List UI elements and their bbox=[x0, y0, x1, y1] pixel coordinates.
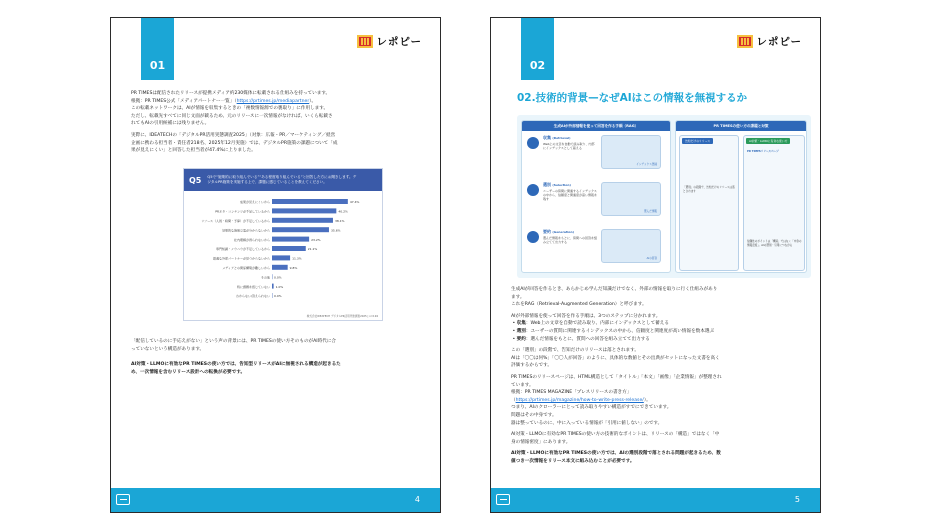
note-dropped: 「選別」の段階で、告知だけのリリースは落とされます bbox=[683, 186, 735, 193]
text-line: AIが外部情報を使って回答を作る手順は、3つのステップに分かれます。 bbox=[511, 313, 661, 319]
section-number: 01 bbox=[149, 59, 166, 72]
page-5-body bbox=[511, 286, 804, 469]
text-line: AI対策・LLMOに有効なPR TIMESの使い方の技術的なポイントは、リリースの「構造」ではなく「中 bbox=[511, 432, 720, 438]
section-number-tab bbox=[521, 18, 554, 80]
bullet-term: 要約 bbox=[516, 336, 526, 342]
text-line: 値つき一次情報をリリース本文に組み込むことが必要です。 bbox=[511, 458, 635, 464]
pr-times-issues-panel bbox=[675, 120, 807, 273]
category-label: 効果的な施策立案が分からないから bbox=[221, 228, 270, 233]
tag-effective-usage: AI対策・LLMOに有効な使い方 bbox=[746, 138, 790, 144]
category-label: 専門知識・ノウハウが不足しているから bbox=[215, 247, 270, 252]
bullet-term: 選別 bbox=[516, 328, 526, 334]
text-line: っていないという構造があります。 bbox=[131, 346, 205, 352]
bar bbox=[272, 284, 274, 289]
filter-icon bbox=[527, 184, 539, 196]
announcement-only-box bbox=[679, 135, 739, 271]
page-4-body bbox=[131, 90, 424, 159]
illu-label: インデックス登録 bbox=[636, 163, 657, 166]
category-label: 特に課題を感じていない bbox=[236, 284, 270, 289]
text-line: め、一次情報を含むリリース設計への転換が必要です。 bbox=[131, 369, 246, 375]
step-illustration bbox=[601, 135, 661, 169]
bar bbox=[272, 265, 288, 270]
value-label: 38.1% bbox=[334, 219, 345, 223]
rag-panel-header: 生成AIが外部情報を使って回答を作る手順（RAG） bbox=[522, 121, 670, 131]
text-line: 生成AIが回答を作るとき、あらかじめ学んだ知識だけでなく、外部の情報を取りに行く仕組みがあり bbox=[511, 287, 718, 292]
bullet-text: ：選んだ情報をもとに、質問への回答を組み立てて出力する bbox=[525, 336, 650, 342]
survey-question-text: Q5で“施策的に取り組んでいる”“ある程度取り組んでいる”と回答した方にお聞きします。デジタルPR施策を実施する上で、課題に感じていることを教えてください。 bbox=[207, 175, 357, 184]
step-desc: Web上の文章を自動で読み取り、内部にインデックスとして蓄える bbox=[543, 141, 595, 150]
value-label: 47.4% bbox=[349, 200, 360, 205]
bar-chart-svg bbox=[184, 191, 384, 313]
survey-chart bbox=[183, 168, 383, 321]
text-line: 企画に携わる担当者・責任者218名、2025年12月実施）では、デジタルPR施策の課題について「成 bbox=[131, 140, 338, 146]
bullet-text: ：Web上の文章を自動で読み取り、内部にインデックスとして蓄える bbox=[525, 321, 669, 327]
step-illustration bbox=[601, 229, 661, 263]
step-text bbox=[543, 182, 597, 201]
category-label: メディアとの関係構築が難しいから bbox=[222, 266, 270, 270]
page-footer bbox=[491, 488, 820, 512]
text-line: 「配信しているのに手応えがない」という声の背景には、PR TIMESの使い方そのものがAI時代に合 bbox=[131, 339, 337, 344]
category-label: リソース（人員・時間・予算）が不足しているから bbox=[201, 219, 270, 223]
step-name: 要約 bbox=[543, 229, 551, 234]
section-number: 02 bbox=[529, 59, 546, 72]
text-line: 根拠：PR TIMES MAGAZINE「プレスリリースの書き方」 bbox=[511, 390, 632, 396]
page-footer bbox=[111, 488, 440, 512]
brand-logo bbox=[357, 34, 422, 49]
text-line: PR TIMESのリリースページは、HTML構造として「タイトル」「本文」「画像」「企業情報」が整理され bbox=[511, 374, 722, 380]
logo-text: レポピー bbox=[756, 36, 802, 48]
document-page-4 bbox=[110, 17, 441, 513]
tag-announcement-only: 告知だけのリリース bbox=[682, 138, 713, 144]
text-line: AI対策・LLMOに有効なPR TIMESの使い方では、AIの選別段階で落とされる問題が起きるため、数 bbox=[511, 451, 721, 457]
bar bbox=[272, 246, 306, 251]
text-line: 評価するからです。 bbox=[511, 363, 552, 369]
text-line: れてもAIの引用候補には残りません。 bbox=[131, 121, 210, 127]
press-release-guide-link[interactable]: https://prtimes.jp/magazine/how-to-write-press-release/ bbox=[515, 397, 644, 403]
paragraph-conclusion bbox=[511, 450, 804, 465]
text-line: 根拠：PR TIMES公式「メディアパートナー一覧」（ bbox=[131, 98, 237, 104]
text-line: （ bbox=[511, 397, 516, 403]
step-retrieval bbox=[527, 135, 667, 175]
database-icon bbox=[527, 137, 539, 149]
logo-mark-icon bbox=[737, 35, 753, 48]
text-line: 身の情報密度」にあります。 bbox=[511, 439, 571, 445]
step-generation bbox=[527, 229, 667, 269]
step-name-en: (Retrieval) bbox=[552, 136, 571, 140]
step-name-en: (Selection) bbox=[552, 183, 571, 187]
category-label: その他 bbox=[260, 275, 270, 280]
bar bbox=[272, 218, 333, 223]
text-line: 果が見えにくい」と回答した担当者が47.4%に上りました。 bbox=[131, 148, 256, 154]
issues-panel-header: PR TIMESの使い方の課題と対策 bbox=[676, 121, 806, 131]
category-label: 社内理解が得られないから bbox=[233, 237, 270, 242]
release-page-label: PR TIMESリリースページ bbox=[747, 150, 779, 153]
text-line: ます。 bbox=[511, 294, 525, 300]
value-label: 0.0% bbox=[274, 275, 282, 280]
page-number: 4 bbox=[414, 495, 420, 504]
paragraph-survey bbox=[131, 132, 424, 155]
bar bbox=[272, 255, 290, 260]
footer-logo-icon bbox=[116, 494, 130, 505]
text-line: 問題はその中身です。 bbox=[511, 412, 557, 418]
section-number-tab bbox=[141, 18, 174, 80]
text-line: 実際に、IDEATECHの「デジタルPR活用実態調査2025」（対象：広報・PR／マーケティング／経営 bbox=[131, 132, 336, 138]
document-icon bbox=[527, 231, 539, 243]
text-line: つまり、AIのクローラーにとって読み取りやすい構造がすでにできています。 bbox=[511, 405, 672, 411]
step-name-en: (Generation) bbox=[552, 230, 574, 234]
value-label: 9.8% bbox=[289, 266, 298, 270]
value-label: 1.0% bbox=[275, 284, 284, 289]
text-line: ）。 bbox=[309, 98, 317, 104]
survey-source: 株式会社IDEATECH デジタルPR活用実態調査2025 | n=194 bbox=[306, 314, 378, 318]
rag-steps-panel bbox=[521, 120, 671, 273]
bullet-term: 収集 bbox=[516, 321, 526, 327]
text-line: AIは「〇〇は何%」「〇〇人が回答」のように、具体的な数値とその出典がセットになった文書を高く bbox=[511, 355, 720, 361]
logo-mark-icon bbox=[357, 35, 373, 48]
text-line: AI対策・LLMOに有効なPR TIMESの使い方では、告知型リリースがAIに無視される構造が起きるた bbox=[131, 362, 341, 368]
footer-logo-icon bbox=[496, 494, 510, 505]
step-text bbox=[543, 135, 597, 150]
category-label: 成果が見えにくいから bbox=[239, 200, 270, 205]
value-label: 40.2% bbox=[338, 209, 348, 214]
paragraph-rag bbox=[511, 286, 804, 309]
category-label: PRネタ・コンテンツが不足しているから bbox=[215, 209, 270, 214]
text-line: 器は整っているのに、中に入っている情報が「引用に値しない」のです。 bbox=[511, 420, 663, 426]
step-desc: 選んだ情報をもとに、質問への回答を組み立てて出力する bbox=[543, 235, 598, 244]
paragraph-distribution bbox=[131, 90, 424, 128]
paragraph-background bbox=[131, 338, 424, 353]
bar bbox=[272, 208, 336, 213]
step-illustration bbox=[601, 182, 661, 216]
text-line: ています。 bbox=[511, 382, 534, 388]
value-label: 11.3% bbox=[292, 256, 302, 261]
effective-usage-box bbox=[743, 135, 805, 271]
survey-question-label: Q5 bbox=[189, 175, 202, 185]
category-label: 最適な外部パートナーが見つからないから bbox=[212, 256, 270, 261]
paragraph-structure bbox=[511, 374, 804, 427]
text-line: この「選別」の段階で、告知だけのリリースは落とされます。 bbox=[511, 348, 639, 354]
page-4-body-lower bbox=[131, 338, 424, 380]
brand-logo bbox=[737, 34, 802, 49]
text-line: ただし、転載先すべてに同じ文面が載るため、元のリリースに一次情報がなければ、いくら転載さ bbox=[131, 113, 333, 119]
text-line: PR TIMESは配信されたリリースが提携メディア約230媒体に転載される仕組みを持っています。 bbox=[131, 91, 331, 96]
bullet-text: ：ユーザーの質問に関連するインデックスの中から、信頼度と関連度が高い情報を数本選ぶ bbox=[525, 328, 715, 334]
section-title: 02.技術的背景—なぜAIはこの情報を無視するか bbox=[517, 92, 748, 104]
paragraph-point bbox=[511, 431, 804, 446]
mediapartner-link[interactable]: https://prtimes.jp/mediapartner bbox=[236, 98, 310, 104]
text-line: ）。 bbox=[643, 397, 651, 403]
step-selection bbox=[527, 182, 667, 222]
step-name: 選別 bbox=[543, 182, 551, 187]
bar bbox=[272, 237, 309, 242]
value-label: 35.6% bbox=[330, 228, 341, 233]
bar bbox=[272, 227, 329, 232]
paragraph-selection bbox=[511, 347, 804, 370]
paragraph-steps: AIが外部情報を使って回答を作る手順は、3つのステップに分かれます。 • 収集：Web上の文章を自動で読み取り、内部にインデックスとして蓄える • 選別：ユーザーの質問に関連するインデックスの中から、信頼度と関連度が高い情報を数本選ぶ • 要約：選んだ情報をもとに、質問への回答を組み立てて出力する bbox=[511, 313, 715, 342]
step-text bbox=[543, 229, 597, 244]
category-label: わからない/答えられない bbox=[235, 294, 270, 299]
paragraph-conclusion bbox=[131, 361, 424, 376]
step-name: 収集 bbox=[543, 135, 551, 140]
logo-text: レポピー bbox=[376, 36, 422, 48]
step-desc: ユーザーの質問に関連するインデックスの中から、信頼度と関連度が高い情報を残す bbox=[543, 188, 598, 202]
bar bbox=[272, 199, 348, 204]
value-label: 21.1% bbox=[307, 247, 318, 252]
illu-label: 選んだ情報 bbox=[644, 210, 657, 213]
value-label: 23.2% bbox=[311, 237, 321, 242]
illu-label: AIの回答 bbox=[646, 257, 657, 260]
note-reliability: 信頼性のポイントは「構造」ではなく「中身の情報密度」。AIの選別・引用につながる bbox=[747, 240, 802, 247]
survey-header bbox=[184, 169, 382, 191]
document-page-5 bbox=[490, 17, 821, 513]
text-line: これをRAG（Retrieval-Augmented Generation）と呼びます。 bbox=[511, 302, 647, 308]
value-label: 0.0% bbox=[274, 294, 282, 299]
rag-infographic bbox=[517, 115, 811, 278]
text-line: この転載ネットワークは、AIが情報を収集するときの「複数情報源での裏取り」に作用します。 bbox=[131, 106, 329, 112]
page-number: 5 bbox=[794, 495, 800, 504]
